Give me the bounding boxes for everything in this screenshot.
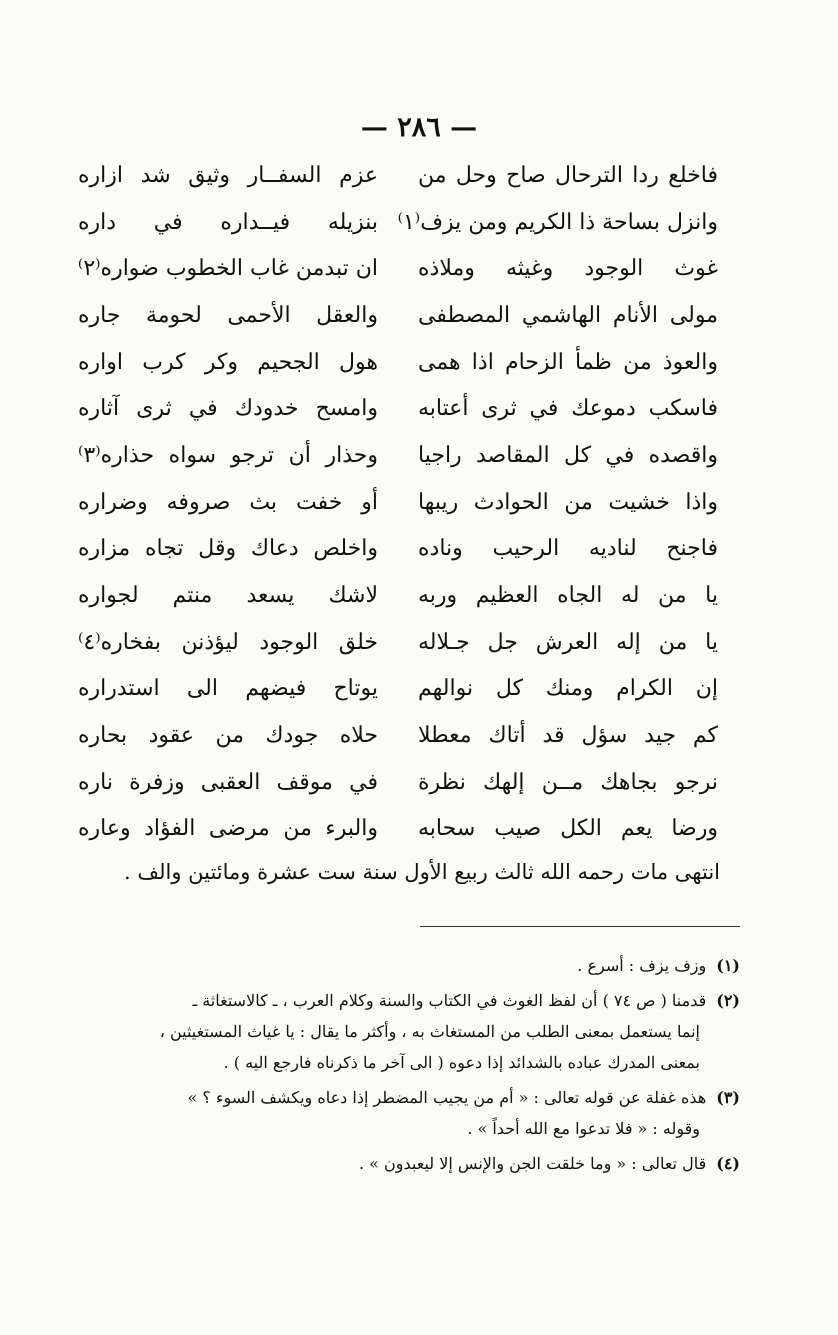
footnote-line <box>70 1082 740 1113</box>
verse-second-hemistich: أو خفت بث صروفه وضراره <box>78 489 378 515</box>
footnote <box>70 1148 740 1179</box>
verse-first-hemistich: نرجو بجاهك مــن إلهك نظرة <box>418 769 718 795</box>
verse-second-hemistich: يوتاح فيضهم الى استدراره <box>78 676 378 702</box>
poem <box>78 152 718 852</box>
footnote-line <box>70 1113 740 1144</box>
verse-second-hemistich: وحذار أن ترجو سواه حذاره⁽٣⁾ <box>78 442 378 468</box>
verse-second-hemistich: والبرء من مرضى الفؤاد وعاره <box>78 816 378 842</box>
closing-note: انتهى مات رحمه الله ثالث ربيع الأول سنة ست عشرة ومائتين والف . <box>124 860 720 884</box>
verse-first-hemistich: كم جيد سؤل قد أتاك معطلا <box>418 723 718 749</box>
footnote-line <box>70 985 740 1016</box>
footnote-text: وقوله : « فلا تدعوا مع الله أحداً » . <box>467 1119 700 1138</box>
verse-line <box>78 572 718 619</box>
verse-second-hemistich: في موقف العقبى وزفرة ناره <box>78 769 378 795</box>
footnote-marker: (٤) <box>716 1154 740 1173</box>
verse-first-hemistich: واذا خشيت من الحوادث ريبها <box>418 489 718 515</box>
verse-first-hemistich: فاسكب دموعك في ثرى أعتابه <box>418 396 718 422</box>
footnote-line <box>70 1016 740 1047</box>
footnote-marker: (٢) <box>716 991 740 1010</box>
footnote-line <box>70 1148 740 1179</box>
verse-second-hemistich: عزم السفــار وثيق شد ازاره <box>78 162 378 188</box>
verse-line <box>78 292 718 339</box>
verse-line <box>78 479 718 526</box>
verse-line <box>78 759 718 806</box>
verse-first-hemistich: فاجنح لناديه الرحيب وناده <box>418 536 718 562</box>
footnote-marker: (١) <box>716 956 740 975</box>
footnote-text: إنما يستعمل بمعنى الطلب من المستغاث به ، وأكثر ما يقال : يا غياث المستغيثين ، <box>159 1022 700 1041</box>
verse-second-hemistich: هول الجحيم وكر كرب اواره <box>78 349 378 375</box>
verse-line <box>78 432 718 479</box>
verse-first-hemistich: يا من له الجاه العظيم وربه <box>418 583 718 609</box>
verse-second-hemistich: واخلص دعاك وقل تجاه مزاره <box>78 536 378 562</box>
footnote-line <box>70 1047 740 1078</box>
verse-first-hemistich: فاخلع ردا الترحال صاح وحل من <box>418 162 718 188</box>
verse-second-hemistich: ان تبدمن غاب الخطوب ضواره⁽٢⁾ <box>77 256 378 282</box>
verse-first-hemistich: وانزل بساحة ذا الكريم ومن يزف⁽١⁾ <box>397 209 718 235</box>
verse-second-hemistich: لاشك يسعد منتم لجواره <box>78 583 378 609</box>
footnote <box>70 950 740 981</box>
footnote-marker: (٣) <box>716 1088 740 1107</box>
verse-first-hemistich: مولى الأنام الهاشمي المصطفى <box>418 302 718 328</box>
verse-first-hemistich: غوث الوجود وغيثه وملاذه <box>418 256 718 282</box>
footnote-divider <box>420 926 740 927</box>
footnote-text: هذه غفلة عن قوله تعالى : « أم من يجيب المضطر إذا دعاه ويكشف السوء ؟ » <box>187 1088 707 1107</box>
verse-line <box>78 385 718 432</box>
footnote-text: وزف يزف : أسرع . <box>577 956 707 975</box>
footnote-line <box>70 950 740 981</box>
verse-second-hemistich: والعقل الأحمى لحومة جاره <box>78 302 378 328</box>
verse-second-hemistich: وامسح خدودك في ثرى آثاره <box>78 396 378 422</box>
verse-line <box>78 526 718 573</box>
verse-line <box>78 806 718 853</box>
verse-line <box>78 712 718 759</box>
verse-second-hemistich: حلاه جودك من عقود بحاره <box>78 723 378 749</box>
footnote-text: قال تعالى : « وما خلقت الجن والإنس إلا ليعبدون » . <box>359 1154 707 1173</box>
footnote <box>70 1082 740 1144</box>
verse-second-hemistich: خلق الوجود ليؤذنن بفخاره⁽٤⁾ <box>78 629 378 655</box>
verse-line <box>78 339 718 386</box>
footnote-text: بمعنى المدرك عباده بالشدائد إذا دعوه ( الى آخر ما ذكرناه فارجع اليه ) . <box>223 1053 700 1072</box>
verse-line <box>78 666 718 713</box>
verse-line <box>78 199 718 246</box>
page-number: — ٢٨٦ — <box>360 112 478 143</box>
footnote-text: قدمنا ( ص ٧٤ ) أن لفظ الغوث في الكتاب والسنة وكلام العرب ، ـ كالاستغاثة ـ <box>192 991 707 1010</box>
verse-second-hemistich: بنزيله فيــداره في داره <box>78 209 378 235</box>
verse-first-hemistich: والعوذ من ظمأ الزحام اذا همى <box>418 349 718 375</box>
footnotes <box>70 950 740 1183</box>
footnote <box>70 985 740 1078</box>
verse-line <box>78 619 718 666</box>
verse-line <box>78 152 718 199</box>
verse-first-hemistich: يا من إله العرش جل جـلاله <box>418 629 718 655</box>
verse-first-hemistich: واقصده في كل المقاصد راجيا <box>418 442 718 468</box>
verse-line <box>78 245 718 292</box>
verse-first-hemistich: ورضا يعم الكل صيب سحابه <box>418 816 718 842</box>
verse-first-hemistich: إن الكرام ومنك كل نوالهم <box>418 676 718 702</box>
